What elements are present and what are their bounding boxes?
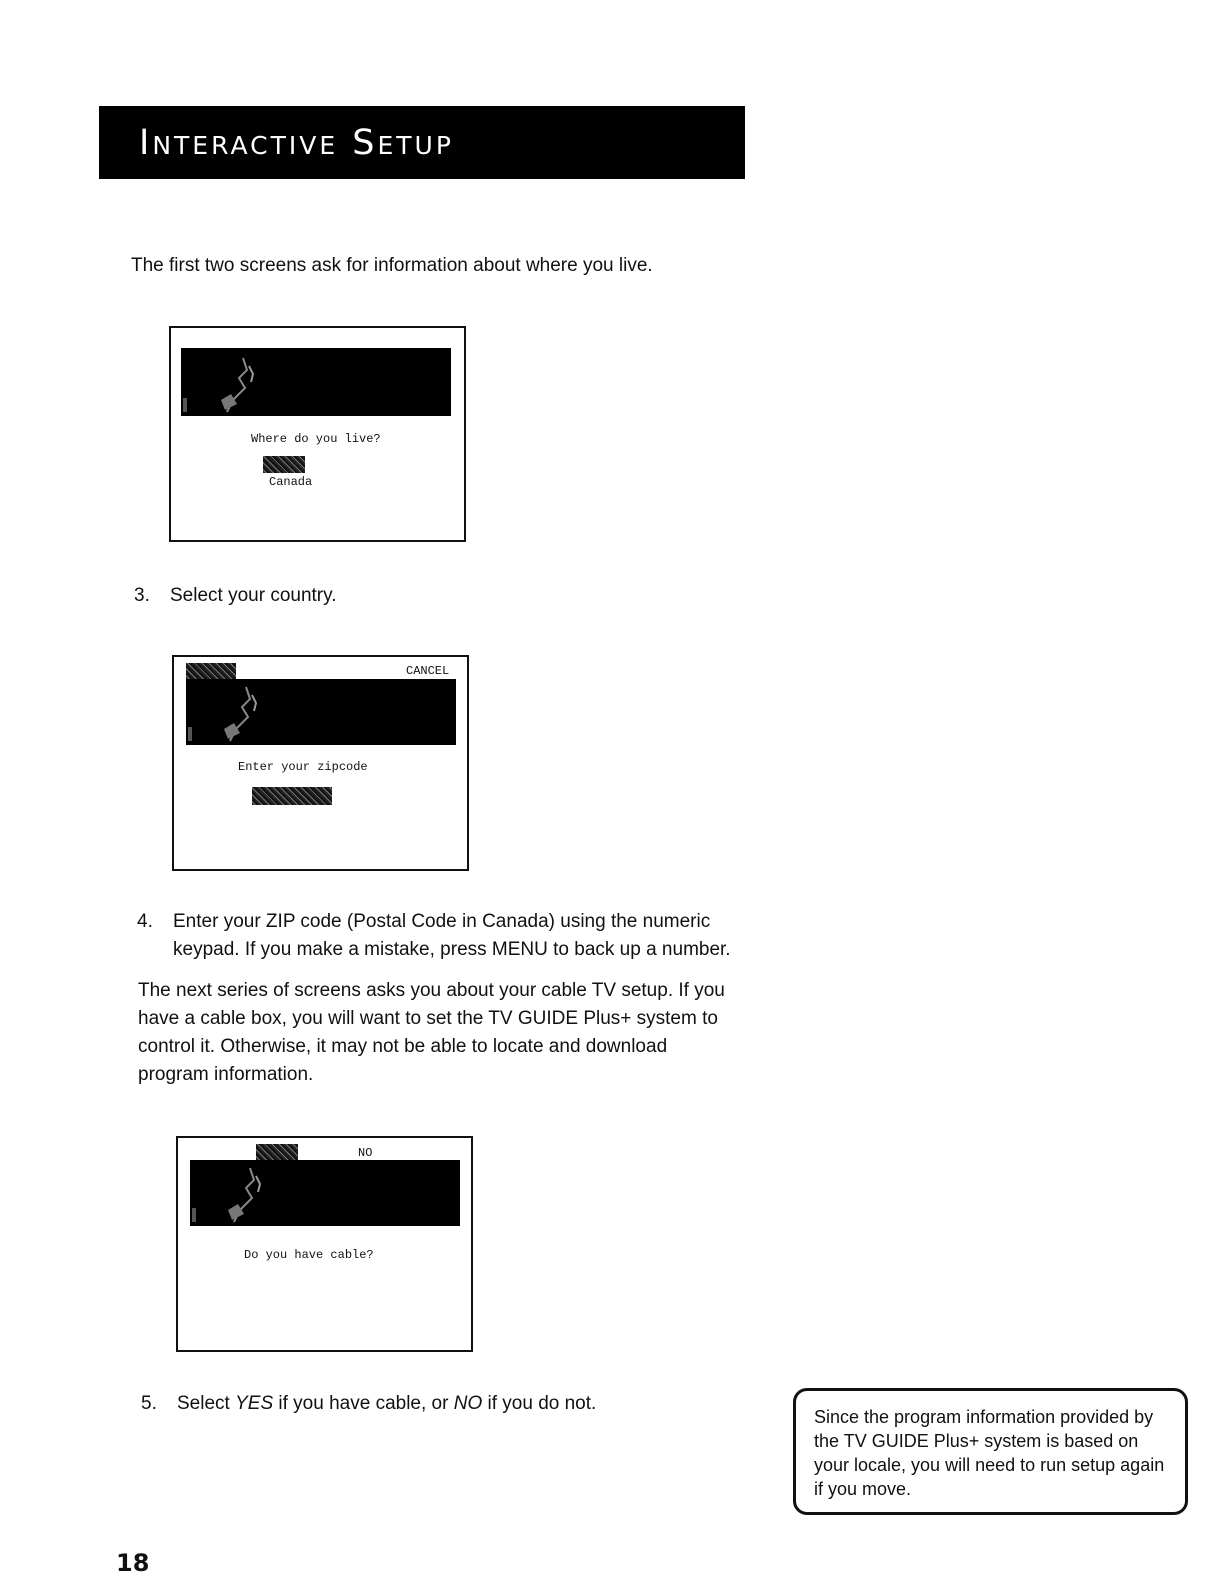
- video-thumbnail-icon: [181, 348, 281, 416]
- step-4: [137, 908, 747, 964]
- page-number: 18: [116, 1549, 150, 1577]
- tab-highlight: [186, 663, 236, 679]
- step-text: [177, 1390, 596, 1418]
- selection-highlight: [263, 456, 305, 473]
- step-text-end: if you do not.: [482, 1393, 597, 1414]
- yes-option-highlight[interactable]: [256, 1144, 298, 1160]
- step-text-start: Select: [177, 1393, 236, 1414]
- screen-video-bar: [186, 679, 456, 745]
- step-number: 4.: [137, 911, 153, 932]
- screen-cable: [176, 1136, 473, 1352]
- screen-question: Enter your zipcode: [238, 760, 368, 774]
- no-option[interactable]: NO: [358, 1146, 373, 1160]
- step-number: 5.: [141, 1393, 157, 1414]
- section-header-banner: [99, 106, 745, 179]
- cancel-button[interactable]: CANCEL: [406, 664, 450, 678]
- step-text: Select your country.: [170, 585, 337, 606]
- screen-video-bar: [190, 1160, 460, 1226]
- section-title: Interactive Setup: [139, 123, 454, 163]
- screen-question: Where do you live?: [251, 432, 381, 446]
- video-thumbnail-icon: [190, 1160, 290, 1226]
- screen-question: Do you have cable?: [244, 1248, 374, 1262]
- zipcode-input[interactable]: [252, 787, 332, 805]
- step-text: Enter your ZIP code (Postal Code in Canada) using the numeric keypad. If you make a mistake, press MENU to back up a number.: [173, 911, 731, 960]
- step-number: 3.: [134, 585, 150, 606]
- country-option-canada[interactable]: Canada: [269, 475, 313, 489]
- step-5: [141, 1390, 701, 1418]
- step-3: [134, 582, 734, 610]
- screen-location: [169, 326, 466, 542]
- screen-video-bar: [181, 348, 451, 416]
- note-box: Since the program information provided by the TV GUIDE Plus+ system is based on your locale, you will need to run setup again if you move.: [793, 1388, 1188, 1515]
- video-thumbnail-icon: [186, 679, 286, 745]
- no-term: NO: [453, 1393, 483, 1414]
- step-text-middle: if you have cable, or: [273, 1393, 454, 1414]
- cable-paragraph: The next series of screens asks you about your cable TV setup. If you have a cable box, you will want to set the TV GUIDE Plus+ system to control it. Otherwise, it may not be able to locate and download program information.: [138, 980, 725, 1085]
- yes-term: YES: [235, 1393, 274, 1414]
- intro-text: The first two screens ask for information about where you live.: [131, 255, 653, 276]
- screen-zipcode: [172, 655, 469, 871]
